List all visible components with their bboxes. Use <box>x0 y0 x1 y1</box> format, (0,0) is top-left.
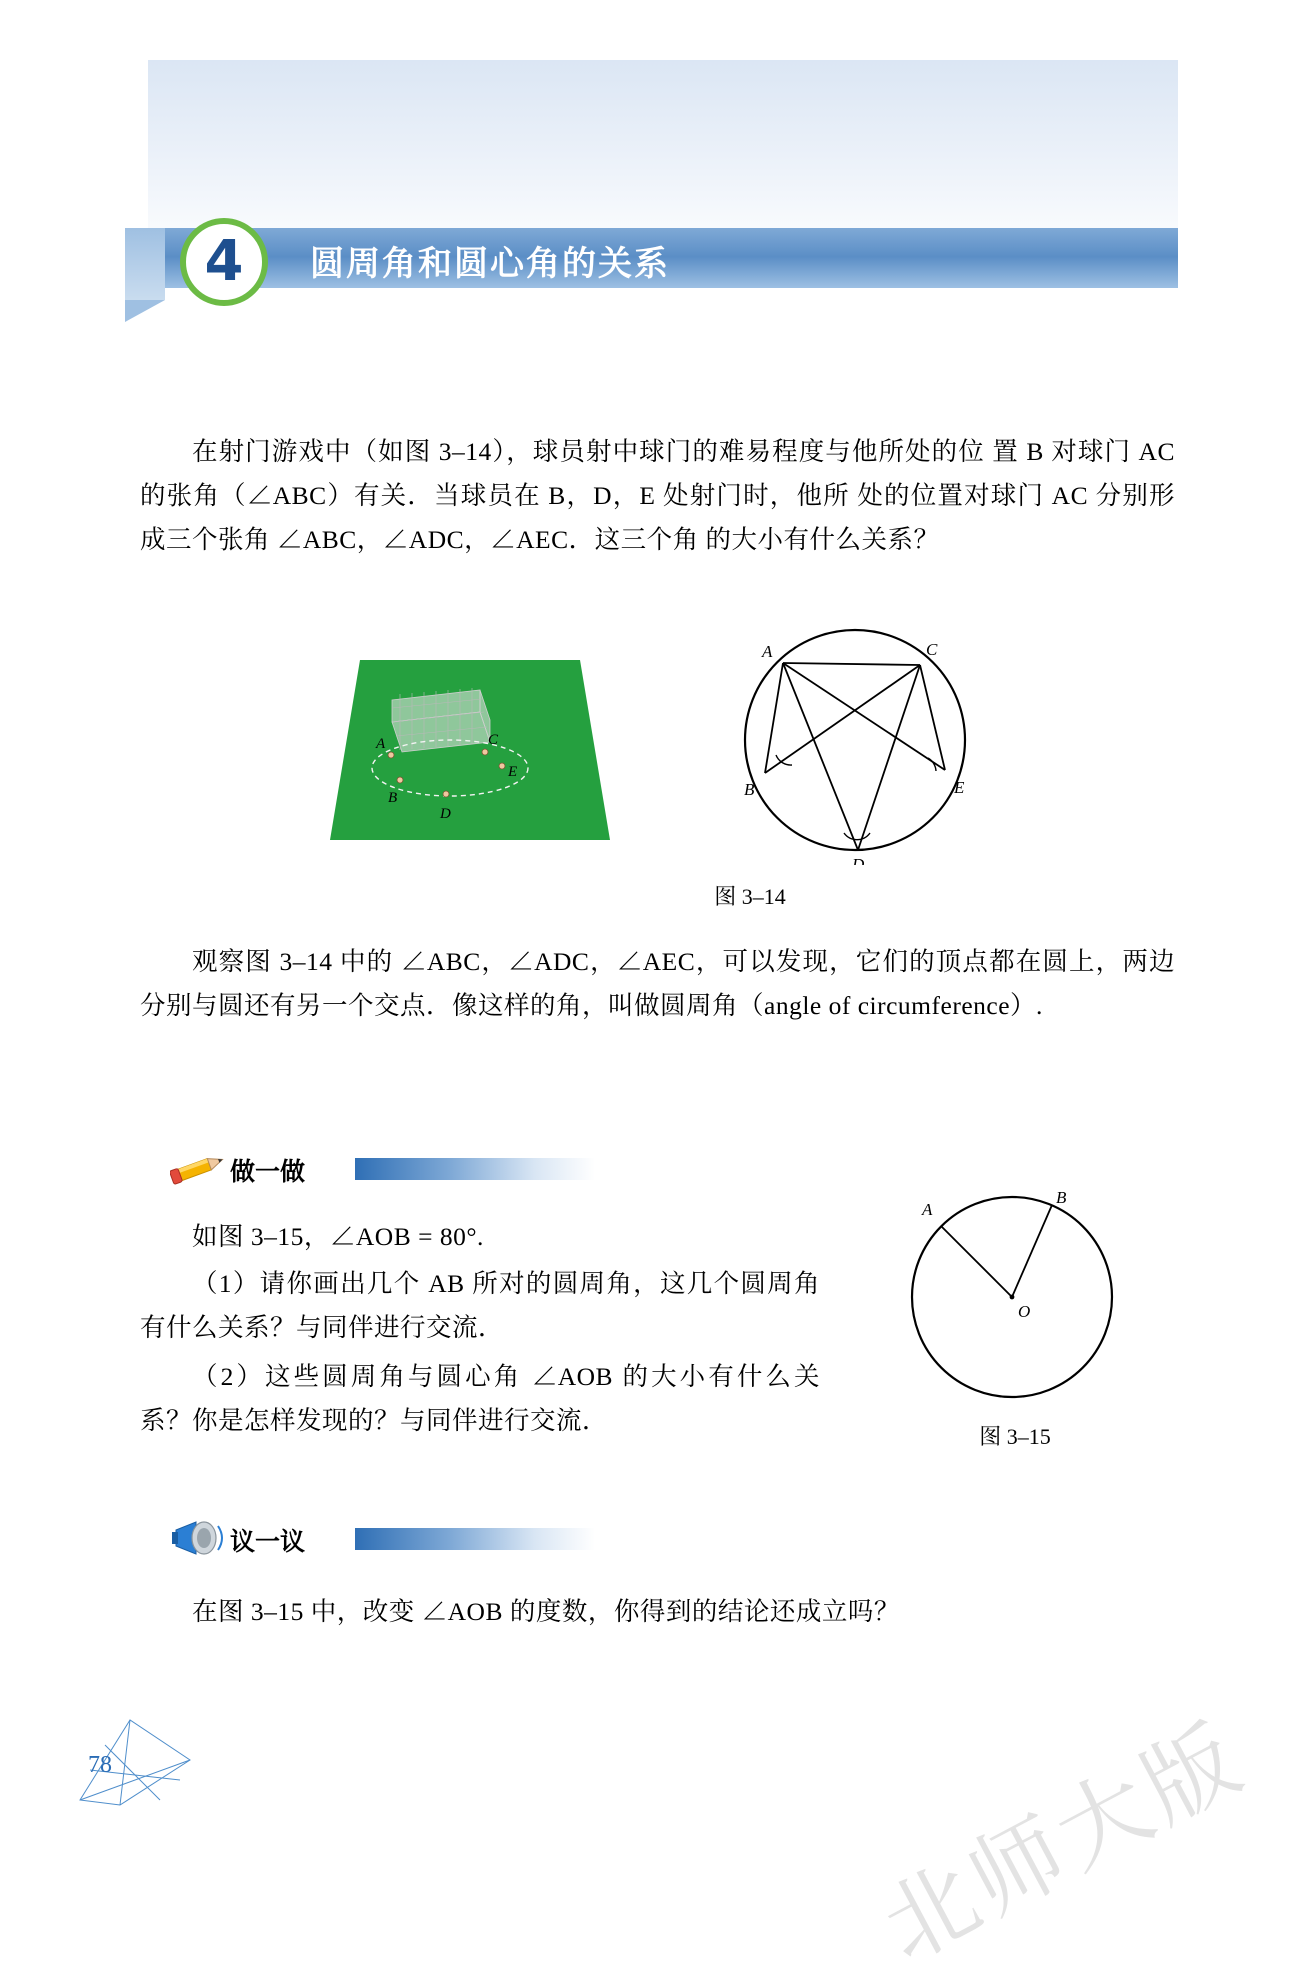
page-number-decoration <box>60 1700 200 1810</box>
page-title: 圆周角和圆心角的关系 <box>310 244 670 284</box>
activity-do-label: 做一做 <box>230 1157 306 1186</box>
figure-3-14-caption: 图 3–14 <box>714 884 786 909</box>
svg-text:C: C <box>488 732 499 748</box>
activity-talk-label: 议一议 <box>230 1527 306 1556</box>
intro-line-1: 在射门游戏中（如图 3–14），球员射中球门的难易程度与他所处的位 <box>192 437 985 466</box>
svg-text:B: B <box>388 790 398 806</box>
svg-text:O: O <box>1018 1302 1031 1321</box>
activity-talk-rule <box>355 1528 595 1550</box>
svg-text:E: E <box>508 764 518 780</box>
pencil-icon <box>170 1148 228 1188</box>
intro-line-2: 置 B 对球门 AC 的张角（∠ABC）有关．当球员在 B，D，E 处射门时，他所 <box>140 437 1175 510</box>
figure-3-14-circle <box>730 615 980 865</box>
activity-do-header <box>170 1150 600 1190</box>
section-number: 4 <box>180 218 268 306</box>
svg-text:E: E <box>954 778 965 797</box>
observe-paragraph: 观察图 3–14 中的 ∠ABC，∠ADC，∠AEC，可以发现，它们的顶点都在圆上，两边分别与圆还有另一个交点．像这样的角，叫做圆周角（angle of circumference）. <box>140 947 1175 1020</box>
svg-text:A: A <box>762 642 773 661</box>
do-paragraph-2: （1）请你画出几个 AB 所对的圆周角，这几个圆周角有什么关系？与同伴进行交流． <box>140 1269 820 1342</box>
svg-text:B: B <box>744 780 755 799</box>
intro-line-3: 处的位置对球门 AC 分别形成三个张角 ∠ABC，∠ADC，∠AEC．这三个角 <box>140 481 1176 554</box>
section-heading <box>125 228 1185 300</box>
talk-paragraph: 在图 3–15 中，改变 ∠AOB 的度数，你得到的结论还成立吗？ <box>192 1597 900 1626</box>
page-number: 78 <box>88 1752 112 1778</box>
svg-text:A: A <box>376 736 386 752</box>
heading-ribbon-tail <box>125 228 165 300</box>
svg-text:D: D <box>440 806 451 822</box>
publisher-watermark: 北师大版 <box>865 1703 1262 1982</box>
svg-text:D: D <box>852 855 865 865</box>
figure-3-14-pitch <box>330 660 610 870</box>
do-paragraph-1: 如图 3–15，∠AOB = 80°. <box>192 1222 484 1251</box>
svg-text:B: B <box>1056 1188 1067 1207</box>
activity-do-rule <box>355 1158 595 1180</box>
figure-3-15-caption: 图 3–15 <box>979 1424 1051 1449</box>
intro-line-4: 的大小有什么关系？ <box>705 525 940 554</box>
intro-paragraph <box>140 430 1175 562</box>
activity-talk-header <box>170 1520 600 1560</box>
svg-text:C: C <box>926 640 938 659</box>
svg-text:A: A <box>922 1200 933 1219</box>
figure-3-15 <box>900 1185 1130 1415</box>
megaphone-icon <box>170 1514 232 1562</box>
do-paragraph-3: （2）这些圆周角与圆心角 ∠AOB 的大小有什么关系？你是怎样发现的？与同伴进行交流． <box>140 1362 820 1435</box>
